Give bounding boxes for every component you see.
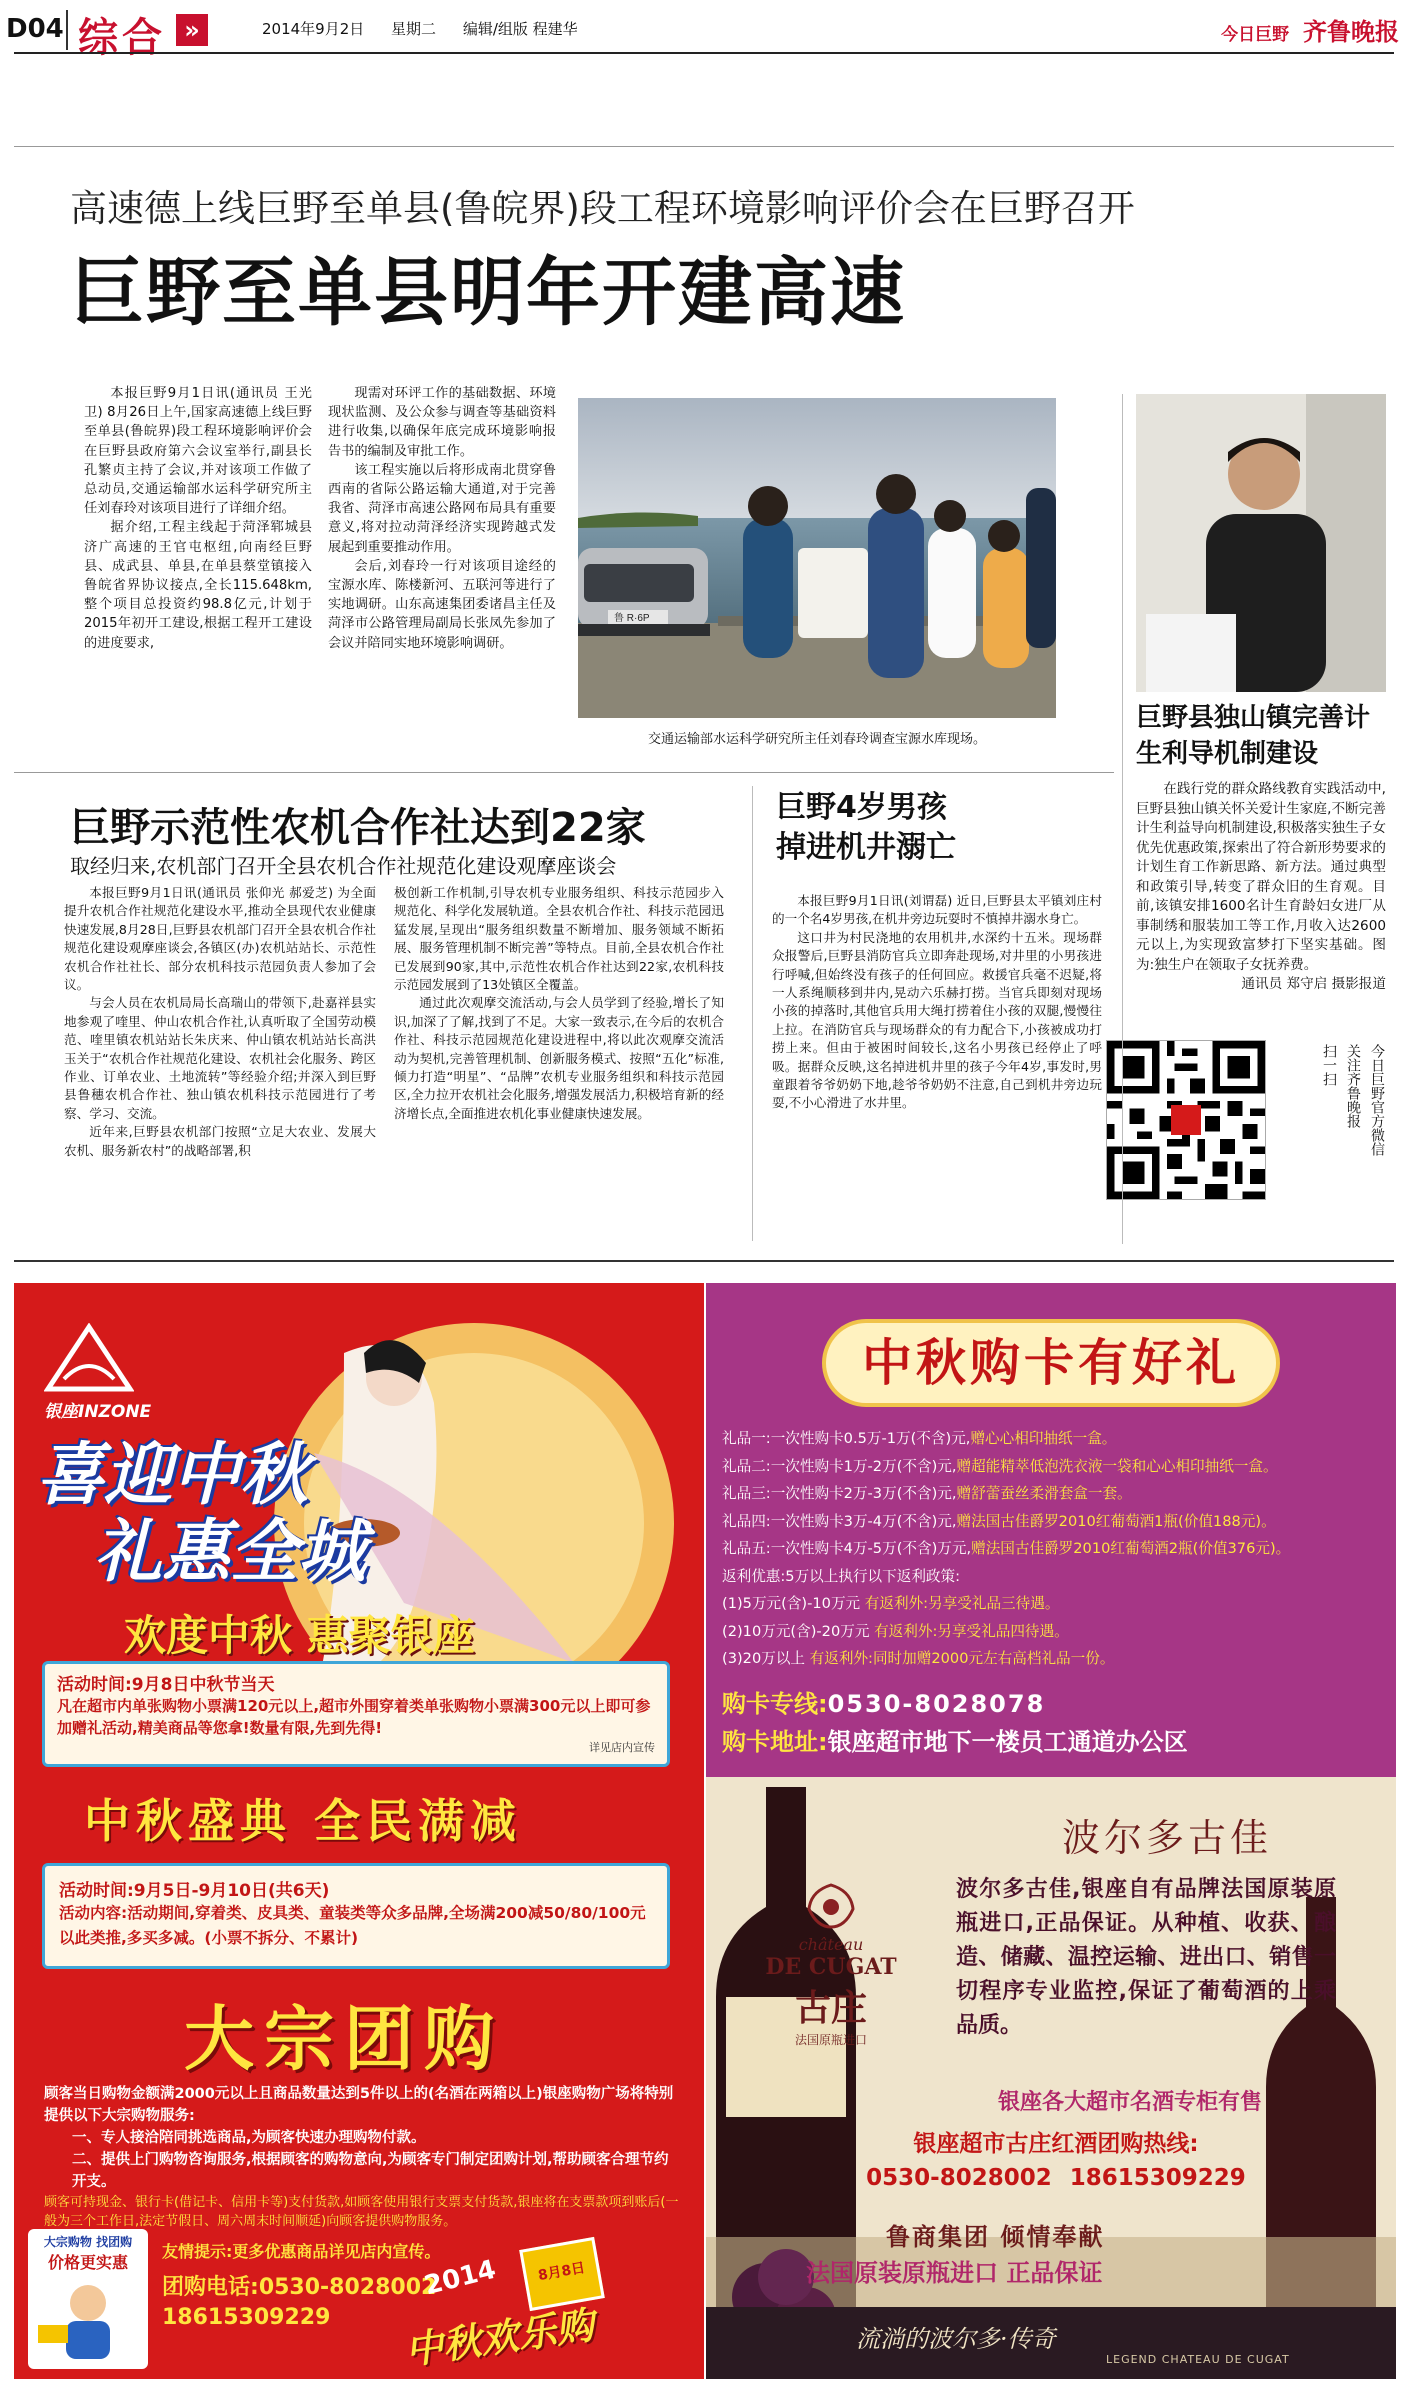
lead-photo-caption: 交通运输部水运科学研究所主任刘春玲调查宝源水库现场。 xyxy=(647,732,986,747)
crest-icon xyxy=(801,1881,861,1931)
group-item: 一、专人接洽陪同挑选商品,为顾客快速办理购物付款。 xyxy=(72,2130,426,2146)
stamp-text: 中秋欢乐购 xyxy=(402,2302,597,2373)
wine-phone-1: 0530-8028002 xyxy=(866,2165,1052,2191)
lead-subhead: 高速德上线巨野至单县(鲁皖界)段工程环境影响评价会在巨野召开 xyxy=(70,187,1135,230)
hotline-label: 购卡专线: xyxy=(722,1690,828,1718)
triangle-logo-icon xyxy=(44,1323,134,1393)
festival-stamp xyxy=(384,2243,684,2373)
mid-rule xyxy=(14,772,1114,773)
gift-value: 赠舒蕾蚕丝柔滑套盒一套。 xyxy=(956,1485,1132,1502)
group-note: 顾客可持现金、银行卡(借记卡、信用卡等)支付货款,如顾客使用银行支票支付货款,银座将在支票款项到账后(一般为三个工作日,法定节假日、周六周末时间顺延)向顾客提供购物服务。 xyxy=(44,2195,679,2229)
boy-body xyxy=(772,892,1102,1113)
gift-lead: 礼品四:一次性购卡3万-4万(不含)元, xyxy=(722,1512,957,1530)
wine-logo xyxy=(746,1881,916,2048)
card-gift-ad xyxy=(706,1283,1396,2379)
lead-col-1 xyxy=(84,384,312,653)
paragraph: 会后,刘春玲一行对该项目途经的宝源水库、陈楼新河、五联河等进行了实地调研。山东高速集团委诸昌主任及菏泽市公路管理局副局长张凤先参加了会议并陪同实地环境影响调研。 xyxy=(328,558,556,651)
qr-label-2: 关注齐鲁晚报 xyxy=(1345,1044,1361,1128)
qr-code xyxy=(1106,1040,1266,1200)
rebate-row xyxy=(722,1618,1382,1646)
gift-lead: 礼品二:一次性购卡1万-2万(不含)元, xyxy=(722,1457,957,1475)
wine-phone-2: 18615309229 xyxy=(1069,2165,1246,2191)
wine-logo-line2: DE CUGAT xyxy=(765,1954,897,1980)
friendly-tip: 友情提示:更多优惠商品详见店内宣传。 xyxy=(162,2242,441,2261)
header-divider xyxy=(66,10,68,50)
addr-value: 银座超市地下一楼员工通道办公区 xyxy=(827,1728,1188,1756)
side-body xyxy=(1136,780,1386,995)
side-box xyxy=(1136,394,1386,692)
rebate-lead: (2)10万元(含)-20万元 xyxy=(722,1622,870,1640)
gift-row xyxy=(722,1453,1382,1481)
page-header xyxy=(0,0,1409,60)
phone-label: 团购电话: xyxy=(162,2275,259,2300)
rebate-head: 返利优惠:5万以上执行以下返利政策: xyxy=(722,1567,961,1585)
issue-weekday: 星期二 xyxy=(391,20,437,38)
paragraph: 本报巨野9月1日讯(刘谓磊) 近日,巨野县太平镇刘庄村的一个名4岁男孩,在机井旁边玩耍时不慎掉井溺水身亡。 xyxy=(772,893,1102,927)
reservoir-scene-image xyxy=(578,398,1056,718)
boy-title: 巨野4岁男孩掉进机井溺亡 xyxy=(776,790,956,865)
paragraph: 通过此次观摩交流活动,与会人员学到了经验,增长了知识,加深了了解,找到了不足。大家一致表示,在今后的农机合作社、科技示范园规范化建设进程中,将以此次观摩交流活动为契机,完善管理机制、创新服务模式、按照“五化”标准,倾力打造“明星”、“品牌”农机专业服务组织和科技示范园区,全力拉开农机社会化服务,增强发展活力,积极培育新的经济增长点,全面推进农机化事业健康快速发展。 xyxy=(394,995,724,1121)
event-time-2: 活动时间:9月5日-9月10日(共6天) xyxy=(59,1881,330,1901)
badge-small: 大宗购物 找团购 xyxy=(43,2235,133,2249)
masthead xyxy=(1221,12,1399,47)
brand-logo xyxy=(44,1323,151,1422)
card-hotline xyxy=(722,1685,1188,1761)
brand-logo: 齐鲁晚报 xyxy=(1303,17,1399,46)
group-item: 二、提供上门购物咨询服务,根据顾客的购物意向,为顾客专门制定团购计划,帮助顾客合理节约开支。 xyxy=(72,2152,669,2190)
group-text xyxy=(44,2083,680,2231)
col-divider xyxy=(752,786,753,1241)
side-credit: 通讯员 郑守启 摄影报道 xyxy=(1241,976,1386,992)
ad-top-rule xyxy=(14,1260,1394,1262)
rebate-value: 有返利外:同时加赠2000元左右高档礼品一份。 xyxy=(809,1650,1115,1667)
wine-logo-line1: château xyxy=(798,1935,864,1954)
paragraph: 近年来,巨野县农机部门按照“立足大农业、发展大农机、服务新农村”的战略部署,积 xyxy=(64,1124,376,1158)
lead-headline: 巨野至单县明年开建高速 xyxy=(70,250,906,336)
event-text-2: 活动内容:活动期间,穿着类、皮具类、童装类等众多品牌,全场满200减50/80/100元以此类推,多买多减。(小票不拆分、不累计) xyxy=(59,1904,646,1947)
ad-slogan-1: 喜迎中秋 xyxy=(36,1436,309,1515)
event-box-2 xyxy=(42,1863,670,1969)
rebate-value: 有返利外:另享受礼品三待遇。 xyxy=(864,1595,1060,1612)
paragraph: 现需对环评工作的基础数据、环境现状监测、及公众参与调查等基础资料进行收集,以确保年底完成环境影响报告书的编制及审批工作。 xyxy=(328,386,556,459)
paragraph: 极创新工作机制,引导农机专业服务组织、科技示范园步入规范化、科学化发展轨道。全县农机合作社、科技示范园迅猛发展,呈现出“服务组织数量不断增加、服务领域不断拓展、服务管理机制不断完善”等特点。目前,全县农机合作社已发展到90家,其中,示范性农机合作社达到22家,农机科技示范园发展到了13处镇区全覆盖。 xyxy=(394,885,724,993)
wine-hotline xyxy=(806,2127,1306,2195)
rebate-value: 有返利外:另享受礼品四待遇。 xyxy=(874,1622,1069,1640)
paragraph: 这口井为村民浇地的农用机井,水深约十五米。现场群众报警后,巨野县消防官兵立即奔赴现场,对井里的小男孩进行呼喊,但始终没有孩子的任何回应。救援官兵毫不迟疑,将一人系绳顺移到井内,晃动六乐赫打捞。当官兵即刻对现场小孩的掉落时,其他官兵用大绳打捞着住小孩的双腿,慢慢往上拉。在消防官兵与现场群众的有力配合下,小孩被成功打捞上来。但由于被困时间较长,这名小男孩已经停止了呼吸。据群众反映,这名掉进机井里的孩子今年4岁,事发时,男童跟着爷爷奶奶下地,趁爷爷奶奶不注意,自己到机井旁边玩耍,不小心滑进了水井里。 xyxy=(772,929,1102,1111)
gift-value: 赠心心相印抽纸一盒。 xyxy=(970,1430,1117,1447)
side-title: 巨野县独山镇完善计生利导机制建设 xyxy=(1136,703,1371,769)
double-chevron-right-icon: » xyxy=(176,14,208,46)
ad-title: 中秋购卡有好礼 xyxy=(862,1334,1240,1392)
rebate-row xyxy=(722,1590,1382,1618)
paragraph: 本报巨野9月1日讯(通讯员 张仰光 郝爱芝) 为全面提升农机合作社规范化建设水平,推动全县现代农业健康快速发展,8月28日,巨野县农机部门召开全县农机合作社规范化建设观摩座谈会,各镇区(办)农机站站长、示范性农机合作社社长、部分农机科技示范园负责人参加了会议。 xyxy=(64,885,376,993)
brand-name: 银座INZONE xyxy=(44,1402,152,1422)
event-box-1 xyxy=(42,1661,670,1767)
ad-headline-2: 中秋盛典 全民满减 xyxy=(84,1794,523,1848)
portrait-photo-image xyxy=(1136,394,1386,692)
footer-band xyxy=(706,2307,1396,2379)
gift-lead: 礼品三:一次性购卡2万-3万(不含)元, xyxy=(722,1485,957,1502)
ad-banner: 欢度中秋 惠聚银座 xyxy=(124,1611,475,1660)
phone-1: 0530-8028002 xyxy=(258,2275,437,2300)
gift-list xyxy=(722,1425,1382,1673)
page-number: D04 xyxy=(6,14,64,44)
wine-bottle-image xyxy=(706,1777,1396,2379)
gift-value: 赠法国古佳爵罗2010红葡萄酒1瓶(价值188元)。 xyxy=(956,1512,1276,1530)
addr-label: 购卡地址: xyxy=(722,1728,828,1756)
wine-text: 波尔多古佳,银座自有品牌法国原装原瓶进口,正品保证。从种植、收获、酿造、储藏、温控运输、进出口、销售一切程序专业监控,保证了葡萄酒的上乘品质。 xyxy=(956,1877,1336,2038)
paragraph: 据介绍,工程主线起于菏泽郓城县济广高速的王官屯枢纽,向南经巨野县、成武县、单县,在单县蔡堂镇接入鲁皖省界协议接点,全长115.648km,整个项目总投资约98.8亿元,计划于2015年初开工建设,根据工程开工建设的进度要求, xyxy=(84,520,312,651)
header-rule xyxy=(14,52,1394,54)
gift-value: 赠法国古佳爵罗2010红葡萄酒2瓶(价值376元)。 xyxy=(971,1540,1291,1557)
wine-title: 波尔多古佳 xyxy=(1062,1816,1273,1860)
wine-shops: 银座各大超市名酒专柜有售 xyxy=(998,2090,1263,2115)
brand-small: 今日巨野 xyxy=(1221,25,1290,45)
ad-title-plate xyxy=(826,1323,1276,1403)
qr-label-1: 今日巨野官方微信 xyxy=(1369,1044,1385,1156)
wine-logo-line4: 法国原瓶进口 xyxy=(794,2033,867,2047)
side-divider xyxy=(1122,394,1123,1244)
issue-date: 2014年9月2日 xyxy=(262,20,365,38)
section-title: 综合 xyxy=(78,15,166,61)
group-title: 大宗团购 xyxy=(184,1998,504,2080)
group-name: 鲁商集团 倾情奉献 xyxy=(886,2223,1105,2251)
event-note-1: 详见店内宣传 xyxy=(589,1741,655,1754)
paragraph: 本报巨野9月1日讯(通讯员 王光卫) 8月26日上午,国家高速德上线巨野至单县(鲁皖界)段工程环境影响评价会在巨野县政府第六会议室举行,副县长孔繁贞主持了会议,并对该项工作做了总动员,交通运输部水运科学研究所主任刘春玲对该项目进行了详细介绍。 xyxy=(84,386,312,517)
gift-lead: 礼品五:一次性购卡4万-5万(不含)万元, xyxy=(722,1540,972,1557)
footer-small: LEGEND CHATEAU DE CUGAT xyxy=(1106,2353,1290,2366)
gift-row xyxy=(722,1480,1382,1508)
lead-photo xyxy=(578,398,1056,718)
issue-meta xyxy=(262,18,600,39)
rebate-lead: (3)20万以上 xyxy=(722,1650,806,1667)
top-rule xyxy=(14,146,1394,147)
wine-hotline-label: 银座超市古庄红酒团购热线: xyxy=(913,2131,1199,2157)
event-time-1: 活动时间:9月8日中秋节当天 xyxy=(57,1675,275,1695)
gift-value: 赠超能精萃低泡洗衣液一袋和心心相印抽纸一盒。 xyxy=(956,1457,1278,1475)
issue-editor: 编辑/组版 程建华 xyxy=(462,20,578,38)
paragraph: 与会人员在农机局局长高瑞山的带领下,赴嘉祥县实地参观了喹里、仲山农机合作社,认真听取了全国劳动模范、喹里镇农机站站长朱庆来、仲山镇农机站站长高洪玉关于“农机合作社规范化建设、农机社会化服务、跨区作业、订单农业、土地流转”等经验介绍;并深入到巨野县鲁穗农机合作社、独山镇农机科技示范园进行了考察、学习、交流。 xyxy=(64,995,376,1121)
badge-big: 价格更实惠 xyxy=(47,2253,128,2272)
coop-col-1 xyxy=(64,884,376,1160)
gift-row xyxy=(722,1508,1382,1536)
footer-script: 流淌的波尔多·传奇 xyxy=(856,2325,1056,2353)
mascot-badge xyxy=(28,2229,148,2369)
group-tag: 法国原装原瓶进口 正品保证 xyxy=(806,2259,1103,2287)
group-intro: 顾客当日购物金额满2000元以上且商品数量达到5件以上的(名酒在两箱以上)银座购物广场将特别提供以下大宗购物服务: xyxy=(44,2086,674,2124)
plate-text: 鲁 R·6P xyxy=(614,613,650,624)
gift-row xyxy=(722,1425,1382,1453)
coop-title: 巨野示范性农机合作社达到22家 xyxy=(70,805,646,851)
paragraph: 该工程实施以后将形成南北贯穿鲁西南的省际公路运输大通道,对于完善我省、菏泽市高速公路网布局具有重要意义,将对拉动菏泽经济实现跨越式发展起到重要推动作用。 xyxy=(328,462,556,555)
hotline-number: 0530-8028078 xyxy=(827,1690,1046,1718)
phone-2: 18615309229 xyxy=(162,2305,331,2330)
gift-lead: 礼品一:一次性购卡0.5万-1万(不含)元, xyxy=(722,1430,971,1447)
wine-logo-line3: 古庄 xyxy=(794,1988,867,2029)
qr-label-3: 扫一扫 xyxy=(1321,1044,1337,1086)
mascot-icon xyxy=(28,2273,148,2363)
coop-col-2 xyxy=(394,884,724,1123)
ad-slogan-2: 礼惠全城 xyxy=(94,1513,367,1592)
rebate-lead: (1)5万元(含)-10万元 xyxy=(722,1595,861,1612)
stamp-year: 2014 xyxy=(421,2254,499,2302)
rebate-row xyxy=(722,1645,1382,1673)
gift-row xyxy=(722,1535,1382,1563)
coop-subtitle: 取经归来,农机部门召开全县农机合作社规范化建设观摩座谈会 xyxy=(70,854,617,878)
paragraph: 在践行党的群众路线教育实践活动中,巨野县独山镇关怀关爱计生家庭,不断完善计生利益导向机制建设,积极落实独生子女优先优惠政策,探索出了符合新形势要求的计划生育工作新思路、新方法。通过典型和政策引导,转变了群众旧的生育观。目前,该镇安排1600名计生育龄妇女进厂从事制绣和服装加工等工作,月收入达2600元以上,为实现致富梦打下坚实基础。图为:独生户在领取子女抚养费。 xyxy=(1136,781,1386,973)
wine-section xyxy=(706,1777,1396,2379)
stamp-mark: 8月8日 xyxy=(519,2237,605,2311)
qr-code-icon xyxy=(1107,1041,1265,1199)
event-text-1: 凡在超市内单张购物小票满120元以上,超市外围穿着类单张购物小票满300元以上即可参加赠礼活动,精美商品等您拿!数量有限,先到先得! xyxy=(57,1697,651,1737)
yinzuo-festival-ad xyxy=(14,1283,704,2379)
lead-col-2 xyxy=(328,384,556,653)
